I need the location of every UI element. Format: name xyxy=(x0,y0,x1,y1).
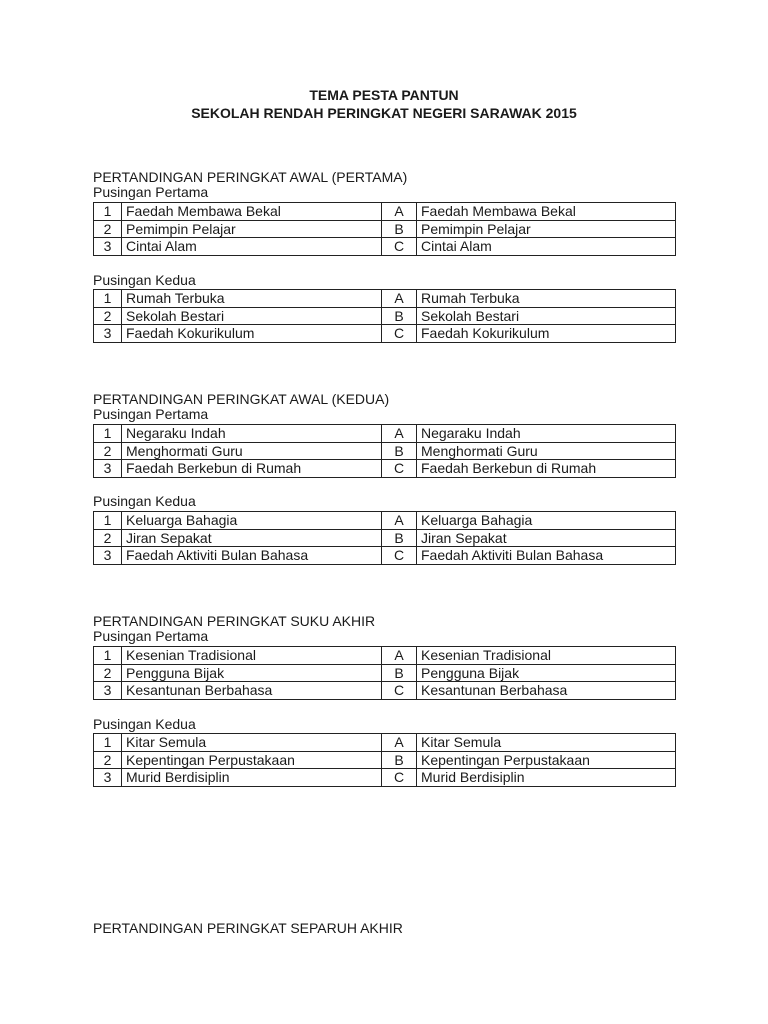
section-heading: PERTANDINGAN PERINGKAT SEPARUH AKHIR xyxy=(93,920,403,936)
table-row xyxy=(94,325,676,343)
section-heading: PERTANDINGAN PERINGKAT AWAL (KEDUA) xyxy=(93,391,390,407)
topic-cell-alt: Faedah Kokurikulum xyxy=(417,325,676,343)
topic-cell-alt: Murid Berdisiplin xyxy=(417,769,676,787)
topic-cell-alt: Kepentingan Perpustakaan xyxy=(417,751,676,769)
table-row xyxy=(94,307,676,325)
table-row xyxy=(94,442,676,460)
row-number: 2 xyxy=(94,664,122,682)
topic-cell-alt: Faedah Berkebun di Rumah xyxy=(417,460,676,478)
topic-cell-alt: Faedah Membawa Bekal xyxy=(417,203,676,221)
round-table xyxy=(93,733,676,787)
table-row xyxy=(94,647,676,665)
table-row xyxy=(94,238,676,256)
row-number: 1 xyxy=(94,290,122,308)
topic-cell: Faedah Berkebun di Rumah xyxy=(122,460,382,478)
topic-cell: Jiran Sepakat xyxy=(122,529,382,547)
row-number: 2 xyxy=(94,220,122,238)
section-heading: PERTANDINGAN PERINGKAT SUKU AKHIR xyxy=(93,613,376,629)
row-number: 1 xyxy=(94,203,122,221)
topic-cell-alt: Jiran Sepakat xyxy=(417,529,676,547)
topic-cell: Menghormati Guru xyxy=(122,442,382,460)
table-row xyxy=(94,664,676,682)
group-letter: B xyxy=(382,220,417,238)
row-number: 1 xyxy=(94,512,122,530)
topic-cell-alt: Kitar Semula xyxy=(417,734,676,752)
topic-cell-alt: Kesantunan Berbahasa xyxy=(417,682,676,700)
topic-cell: Faedah Kokurikulum xyxy=(122,325,382,343)
topic-cell: Negaraku Indah xyxy=(122,425,382,443)
topic-cell: Sekolah Bestari xyxy=(122,307,382,325)
round-table xyxy=(93,511,676,565)
table-row xyxy=(94,529,676,547)
topic-cell-alt: Kesenian Tradisional xyxy=(417,647,676,665)
topic-cell-alt: Faedah Aktiviti Bulan Bahasa xyxy=(417,547,676,565)
table-row xyxy=(94,734,676,752)
topic-cell-alt: Keluarga Bahagia xyxy=(417,512,676,530)
round-table xyxy=(93,202,676,256)
topic-cell-alt: Menghormati Guru xyxy=(417,442,676,460)
topic-cell: Keluarga Bahagia xyxy=(122,512,382,530)
row-number: 3 xyxy=(94,682,122,700)
topic-cell-alt: Pengguna Bijak xyxy=(417,664,676,682)
table-row xyxy=(94,425,676,443)
row-number: 1 xyxy=(94,734,122,752)
topic-cell-alt: Negaraku Indah xyxy=(417,425,676,443)
topic-cell-alt: Rumah Terbuka xyxy=(417,290,676,308)
section-heading: PERTANDINGAN PERINGKAT AWAL (PERTAMA) xyxy=(93,169,408,185)
row-number: 2 xyxy=(94,442,122,460)
group-letter: C xyxy=(382,325,417,343)
topic-cell: Faedah Aktiviti Bulan Bahasa xyxy=(122,547,382,565)
row-number: 3 xyxy=(94,238,122,256)
row-number: 3 xyxy=(94,325,122,343)
round-label: Pusingan Pertama xyxy=(93,406,209,422)
group-letter: A xyxy=(382,734,417,752)
group-letter: C xyxy=(382,238,417,256)
group-letter: A xyxy=(382,290,417,308)
topic-cell-alt: Pemimpin Pelajar xyxy=(417,220,676,238)
table-row xyxy=(94,547,676,565)
topic-cell-alt: Cintai Alam xyxy=(417,238,676,256)
row-number: 2 xyxy=(94,751,122,769)
topic-cell: Kitar Semula xyxy=(122,734,382,752)
group-letter: B xyxy=(382,442,417,460)
topic-cell: Kesantunan Berbahasa xyxy=(122,682,382,700)
row-number: 1 xyxy=(94,647,122,665)
topic-cell: Rumah Terbuka xyxy=(122,290,382,308)
table-row xyxy=(94,682,676,700)
table-row xyxy=(94,512,676,530)
topic-cell-alt: Sekolah Bestari xyxy=(417,307,676,325)
topic-cell: Faedah Membawa Bekal xyxy=(122,203,382,221)
group-letter: C xyxy=(382,769,417,787)
group-letter: C xyxy=(382,460,417,478)
row-number: 2 xyxy=(94,529,122,547)
round-table xyxy=(93,646,676,700)
round-label: Pusingan Kedua xyxy=(93,493,196,509)
topic-cell: Murid Berdisiplin xyxy=(122,769,382,787)
table-row xyxy=(94,203,676,221)
topic-cell: Pengguna Bijak xyxy=(122,664,382,682)
table-row xyxy=(94,220,676,238)
table-row xyxy=(94,751,676,769)
group-letter: C xyxy=(382,682,417,700)
group-letter: B xyxy=(382,664,417,682)
group-letter: B xyxy=(382,307,417,325)
document-title: TEMA PESTA PANTUN xyxy=(309,87,459,103)
row-number: 3 xyxy=(94,547,122,565)
group-letter: A xyxy=(382,512,417,530)
group-letter: A xyxy=(382,647,417,665)
row-number: 3 xyxy=(94,769,122,787)
topic-cell: Kesenian Tradisional xyxy=(122,647,382,665)
table-row xyxy=(94,290,676,308)
table-row xyxy=(94,769,676,787)
round-label: Pusingan Pertama xyxy=(93,184,209,200)
round-table xyxy=(93,289,676,343)
round-label: Pusingan Kedua xyxy=(93,272,196,288)
document-subtitle: SEKOLAH RENDAH PERINGKAT NEGERI SARAWAK 2015 xyxy=(191,105,577,121)
round-label: Pusingan Pertama xyxy=(93,628,209,644)
row-number: 3 xyxy=(94,460,122,478)
topic-cell: Pemimpin Pelajar xyxy=(122,220,382,238)
group-letter: A xyxy=(382,203,417,221)
row-number: 2 xyxy=(94,307,122,325)
group-letter: A xyxy=(382,425,417,443)
group-letter: B xyxy=(382,751,417,769)
round-table xyxy=(93,424,676,478)
topic-cell: Kepentingan Perpustakaan xyxy=(122,751,382,769)
group-letter: C xyxy=(382,547,417,565)
row-number: 1 xyxy=(94,425,122,443)
table-row xyxy=(94,460,676,478)
round-label: Pusingan Kedua xyxy=(93,716,196,732)
topic-cell: Cintai Alam xyxy=(122,238,382,256)
group-letter: B xyxy=(382,529,417,547)
